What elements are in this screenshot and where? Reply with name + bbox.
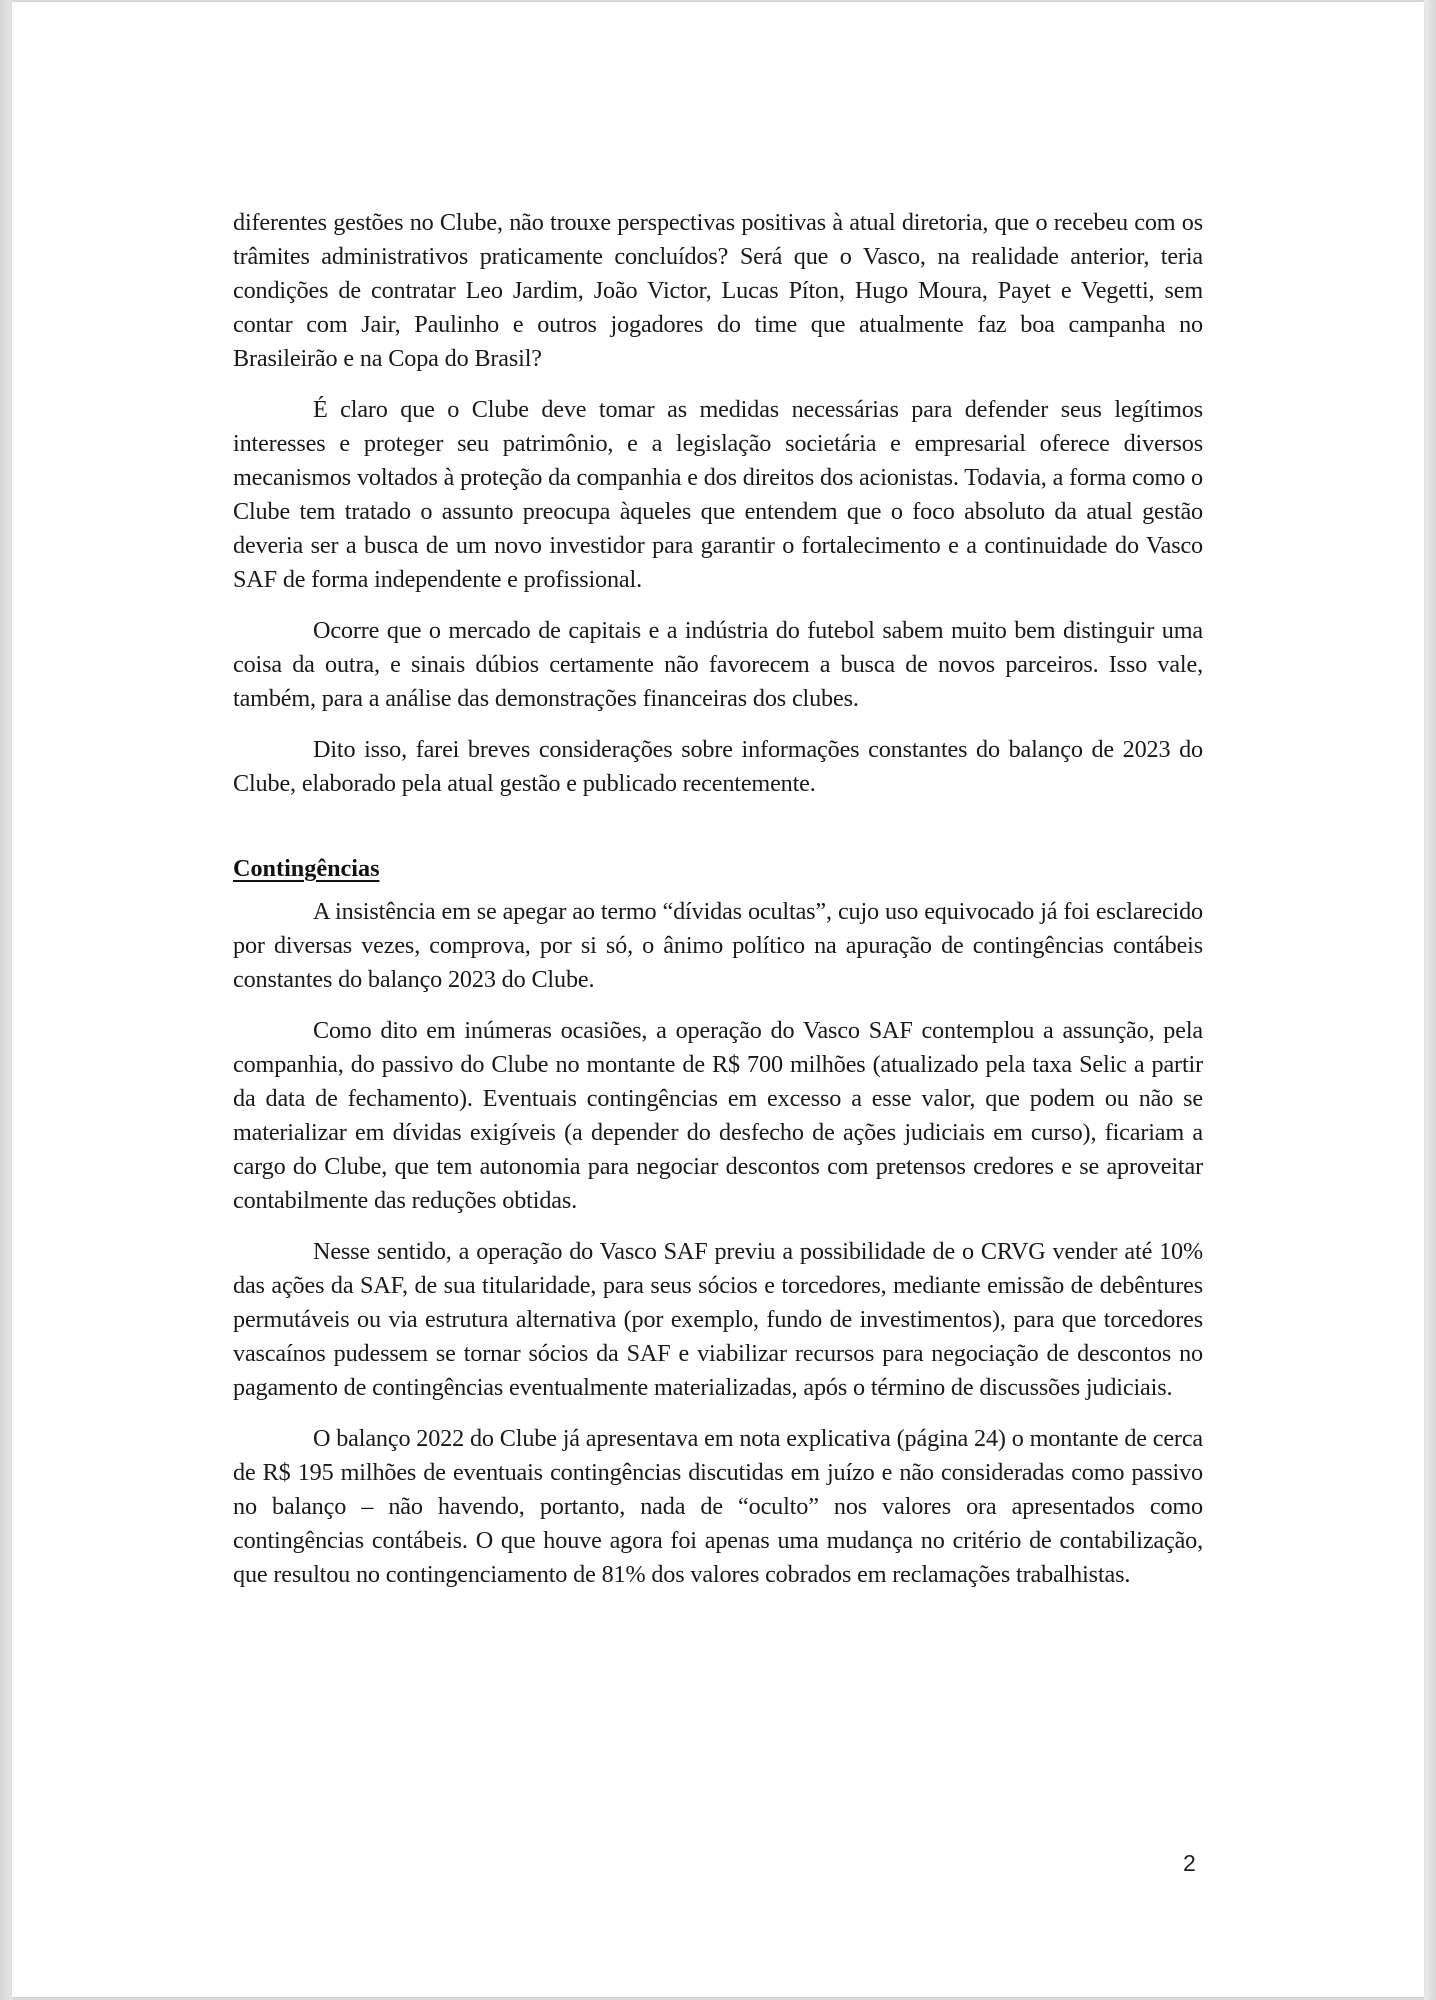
- paragraph: Nesse sentido, a operação do Vasco SAF previu a possibilidade de o CRVG vender até 10% das ações da SAF, de sua titularidade, para seus sócios e torcedores, mediante emissão de debêntures permutáveis ou via estrutura alternativa (por exemplo, fundo de investimentos), para que torcedores vascaínos pudessem se tornar sócios da SAF e viabilizar recursos para negociação de descontos no pagamento de contingências eventualmente materializadas, após o término de discussões judiciais.: [233, 1238, 1203, 1401]
- paragraph: Dito isso, farei breves considerações sobre informações constantes do balanço de 2023 do Clube, elaborado pela atual gestão e publicado recentemente.: [233, 736, 1203, 797]
- paragraph: Como dito em inúmeras ocasiões, a operação do Vasco SAF contemplou a assunção, pela companhia, do passivo do Clube no montante de R$ 700 milhões (atualizado pela taxa Selic a partir da data de fechamento). Eventuais contingências em excesso a esse valor, que podem ou não se materializar em dívidas exigíveis (a depender do desfecho de ações judiciais em curso), ficariam a cargo do Clube, que tem autonomia para negociar descontos com pretensos credores e se aproveitar contabilmente das reduções obtidas.: [233, 1017, 1203, 1214]
- paragraph: O balanço 2022 do Clube já apresentava em nota explicativa (página 24) o montante de cerca de R$ 195 milhões de eventuais contingências discutidas em juízo e não consideradas como passivo no balanço – não havendo, portanto, nada de “oculto” nos valores ora apresentados como contingências contábeis. O que houve agora foi apenas uma mudança no critério de contabilização, que resultou no contingenciamento de 81% dos valores cobrados em reclamações trabalhistas.: [233, 1425, 1203, 1588]
- page-number: 2: [1183, 1850, 1196, 1876]
- paragraph: Ocorre que o mercado de capitais e a indústria do futebol sabem muito bem distinguir uma coisa da outra, e sinais dúbios certamente não favorecem a busca de novos parceiros. Isso vale, também, para a análise das demonstrações financeiras dos clubes.: [233, 617, 1203, 712]
- document-page: [12, 2, 1424, 1997]
- viewer-background-left: [0, 0, 12, 2000]
- paragraph: A insistência em se apegar ao termo “dívidas ocultas”, cujo uso equivocado já foi esclarecido por diversas vezes, comprova, por si só, o ânimo político na apuração de contingências contábeis constantes do balanço 2023 do Clube.: [233, 898, 1203, 993]
- page-body: [233, 206, 1203, 1609]
- paragraph: É claro que o Clube deve tomar as medidas necessárias para defender seus legítimos interesses e proteger seu patrimônio, e a legislação societária e empresarial oferece diversos mecanismos voltados à proteção da companhia e dos direitos dos acionistas. Todavia, a forma como o Clube tem tratado o assunto preocupa àqueles que entendem que o foco absoluto da atual gestão deveria ser a busca de um novo investidor para garantir o fortalecimento e a continuidade do Vasco SAF de forma independente e profissional.: [233, 396, 1203, 593]
- paragraph-continuation: diferentes gestões no Clube, não trouxe perspectivas positivas à atual diretoria, que o recebeu com os trâmites administrativos praticamente concluídos? Será que o Vasco, na realidade anterior, teria condições de contratar Leo Jardim, João Victor, Lucas Píton, Hugo Moura, Payet e Vegetti, sem contar com Jair, Paulinho e outros jogadores do time que atualmente faz boa campanha no Brasileirão e na Copa do Brasil?: [233, 209, 1203, 372]
- section-heading: Contingências: [233, 855, 380, 882]
- viewer-background-right: [1424, 0, 1436, 2000]
